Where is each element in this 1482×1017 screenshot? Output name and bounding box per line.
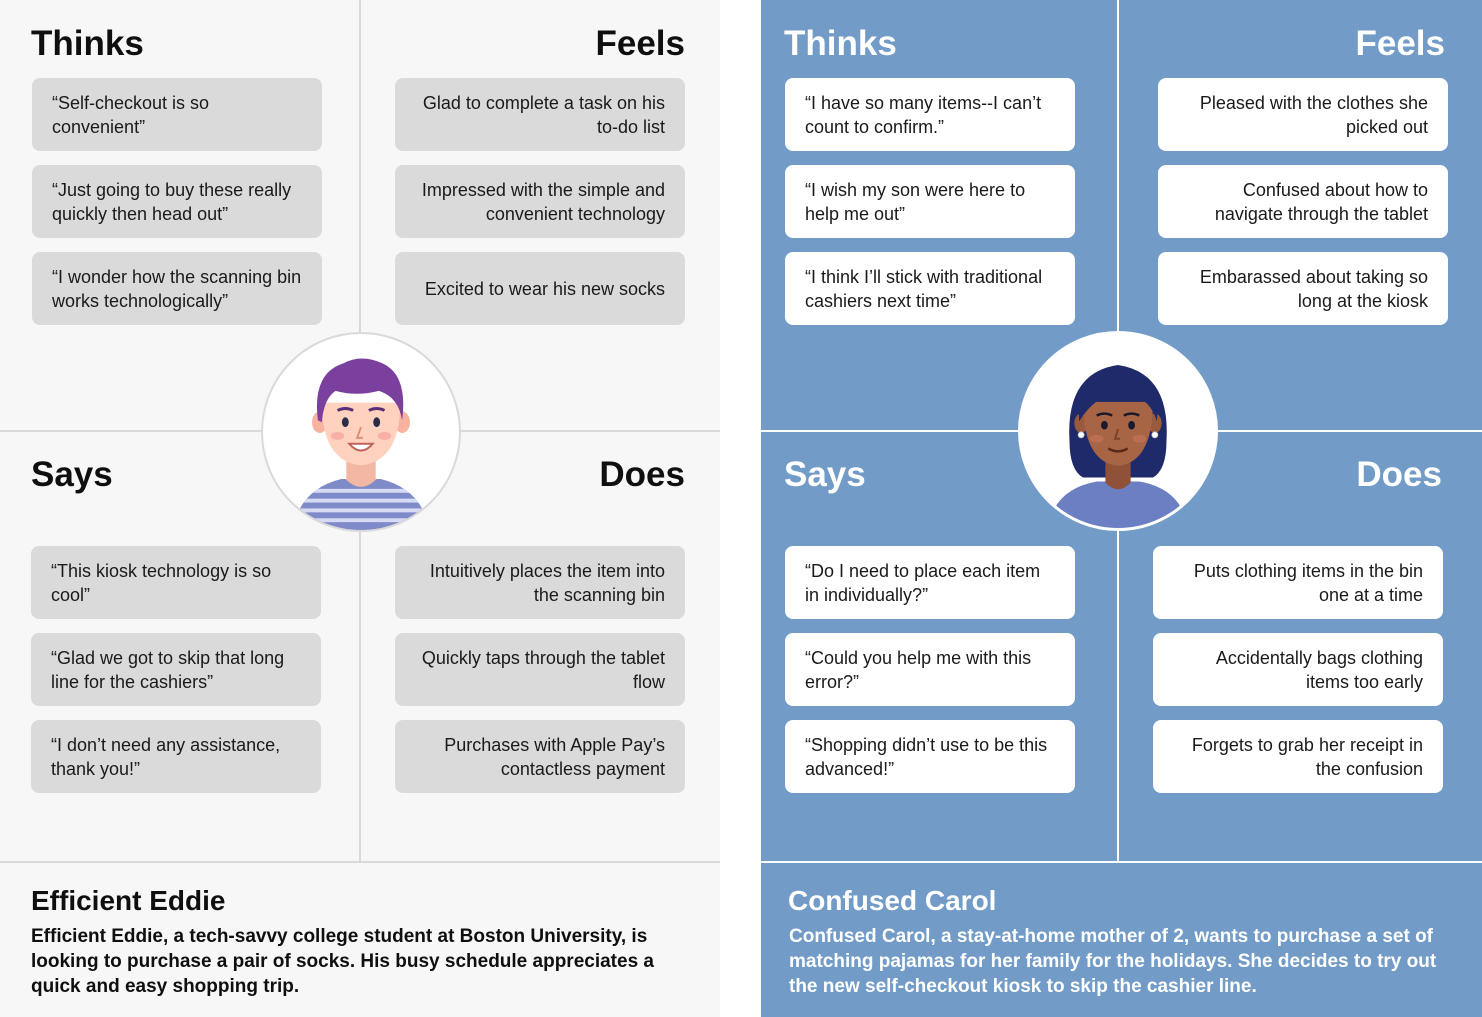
- thinks-heading: Thinks: [31, 24, 144, 63]
- does-heading: Does: [599, 455, 685, 494]
- thinks-card: “I wish my son were here to help me out”: [785, 165, 1075, 238]
- says-card: “I don’t need any assistance, thank you!”: [31, 720, 321, 793]
- does-card: Intuitively places the item into the scanning bin: [395, 546, 685, 619]
- feels-card: Glad to complete a task on his to-do list: [395, 78, 685, 151]
- thinks-card: “I wonder how the scanning bin works technologically”: [32, 252, 322, 325]
- feels-heading: Feels: [1355, 24, 1445, 63]
- thinks-card: “I think I’ll stick with traditional cashiers next time”: [785, 252, 1075, 325]
- does-card: Quickly taps through the tablet flow: [395, 633, 685, 706]
- feels-card: Pleased with the clothes she picked out: [1158, 78, 1448, 151]
- does-card: Purchases with Apple Pay’s contactless payment: [395, 720, 685, 793]
- says-card: “Do I need to place each item in individually?”: [785, 546, 1075, 619]
- does-heading: Does: [1356, 455, 1442, 494]
- says-heading: Says: [784, 455, 866, 494]
- empathy-map-carol: [761, 0, 1482, 1017]
- does-card: Forgets to grab her receipt in the confusion: [1153, 720, 1443, 793]
- persona-name: Efficient Eddie: [31, 885, 226, 916]
- feels-card: Impressed with the simple and convenient technology: [395, 165, 685, 238]
- footer-divider: [0, 861, 720, 863]
- avatar: [261, 332, 461, 532]
- says-card: “Could you help me with this error?”: [785, 633, 1075, 706]
- feels-card: Embarassed about taking so long at the kiosk: [1158, 252, 1448, 325]
- says-card: “Glad we got to skip that long line for the cashiers”: [31, 633, 321, 706]
- thinks-card: “I have so many items--I can’t count to confirm.”: [785, 78, 1075, 151]
- thinks-card: “Self-checkout is so convenient”: [32, 78, 322, 151]
- female-avatar-icon: [1021, 334, 1215, 528]
- empathy-map-eddie: [0, 0, 720, 1017]
- says-heading: Says: [31, 455, 113, 494]
- does-card: Puts clothing items in the bin one at a time: [1153, 546, 1443, 619]
- does-card: Accidentally bags clothing items too early: [1153, 633, 1443, 706]
- thinks-card: “Just going to buy these really quickly then head out”: [32, 165, 322, 238]
- says-card: “Shopping didn’t use to be this advanced!”: [785, 720, 1075, 793]
- feels-card: Confused about how to navigate through the tablet: [1158, 165, 1448, 238]
- persona-description: Efficient Eddie, a tech-savvy college student at Boston University, is looking to purchase a pair of socks. His busy schedule appreciates a quick and easy shopping trip.: [31, 926, 654, 997]
- persona-description: Confused Carol, a stay-at-home mother of 2, wants to purchase a set of matching pajamas for her family for the holidays. She decides to try out the new self-checkout kiosk to skip the cashier line.: [789, 926, 1437, 997]
- footer-divider: [761, 861, 1482, 863]
- thinks-heading: Thinks: [784, 24, 897, 63]
- says-card: “This kiosk technology is so cool”: [31, 546, 321, 619]
- feels-heading: Feels: [595, 24, 685, 63]
- persona-name: Confused Carol: [788, 885, 997, 916]
- male-avatar-icon: [263, 334, 459, 530]
- feels-card: Excited to wear his new socks: [395, 252, 685, 325]
- avatar: [1018, 331, 1218, 531]
